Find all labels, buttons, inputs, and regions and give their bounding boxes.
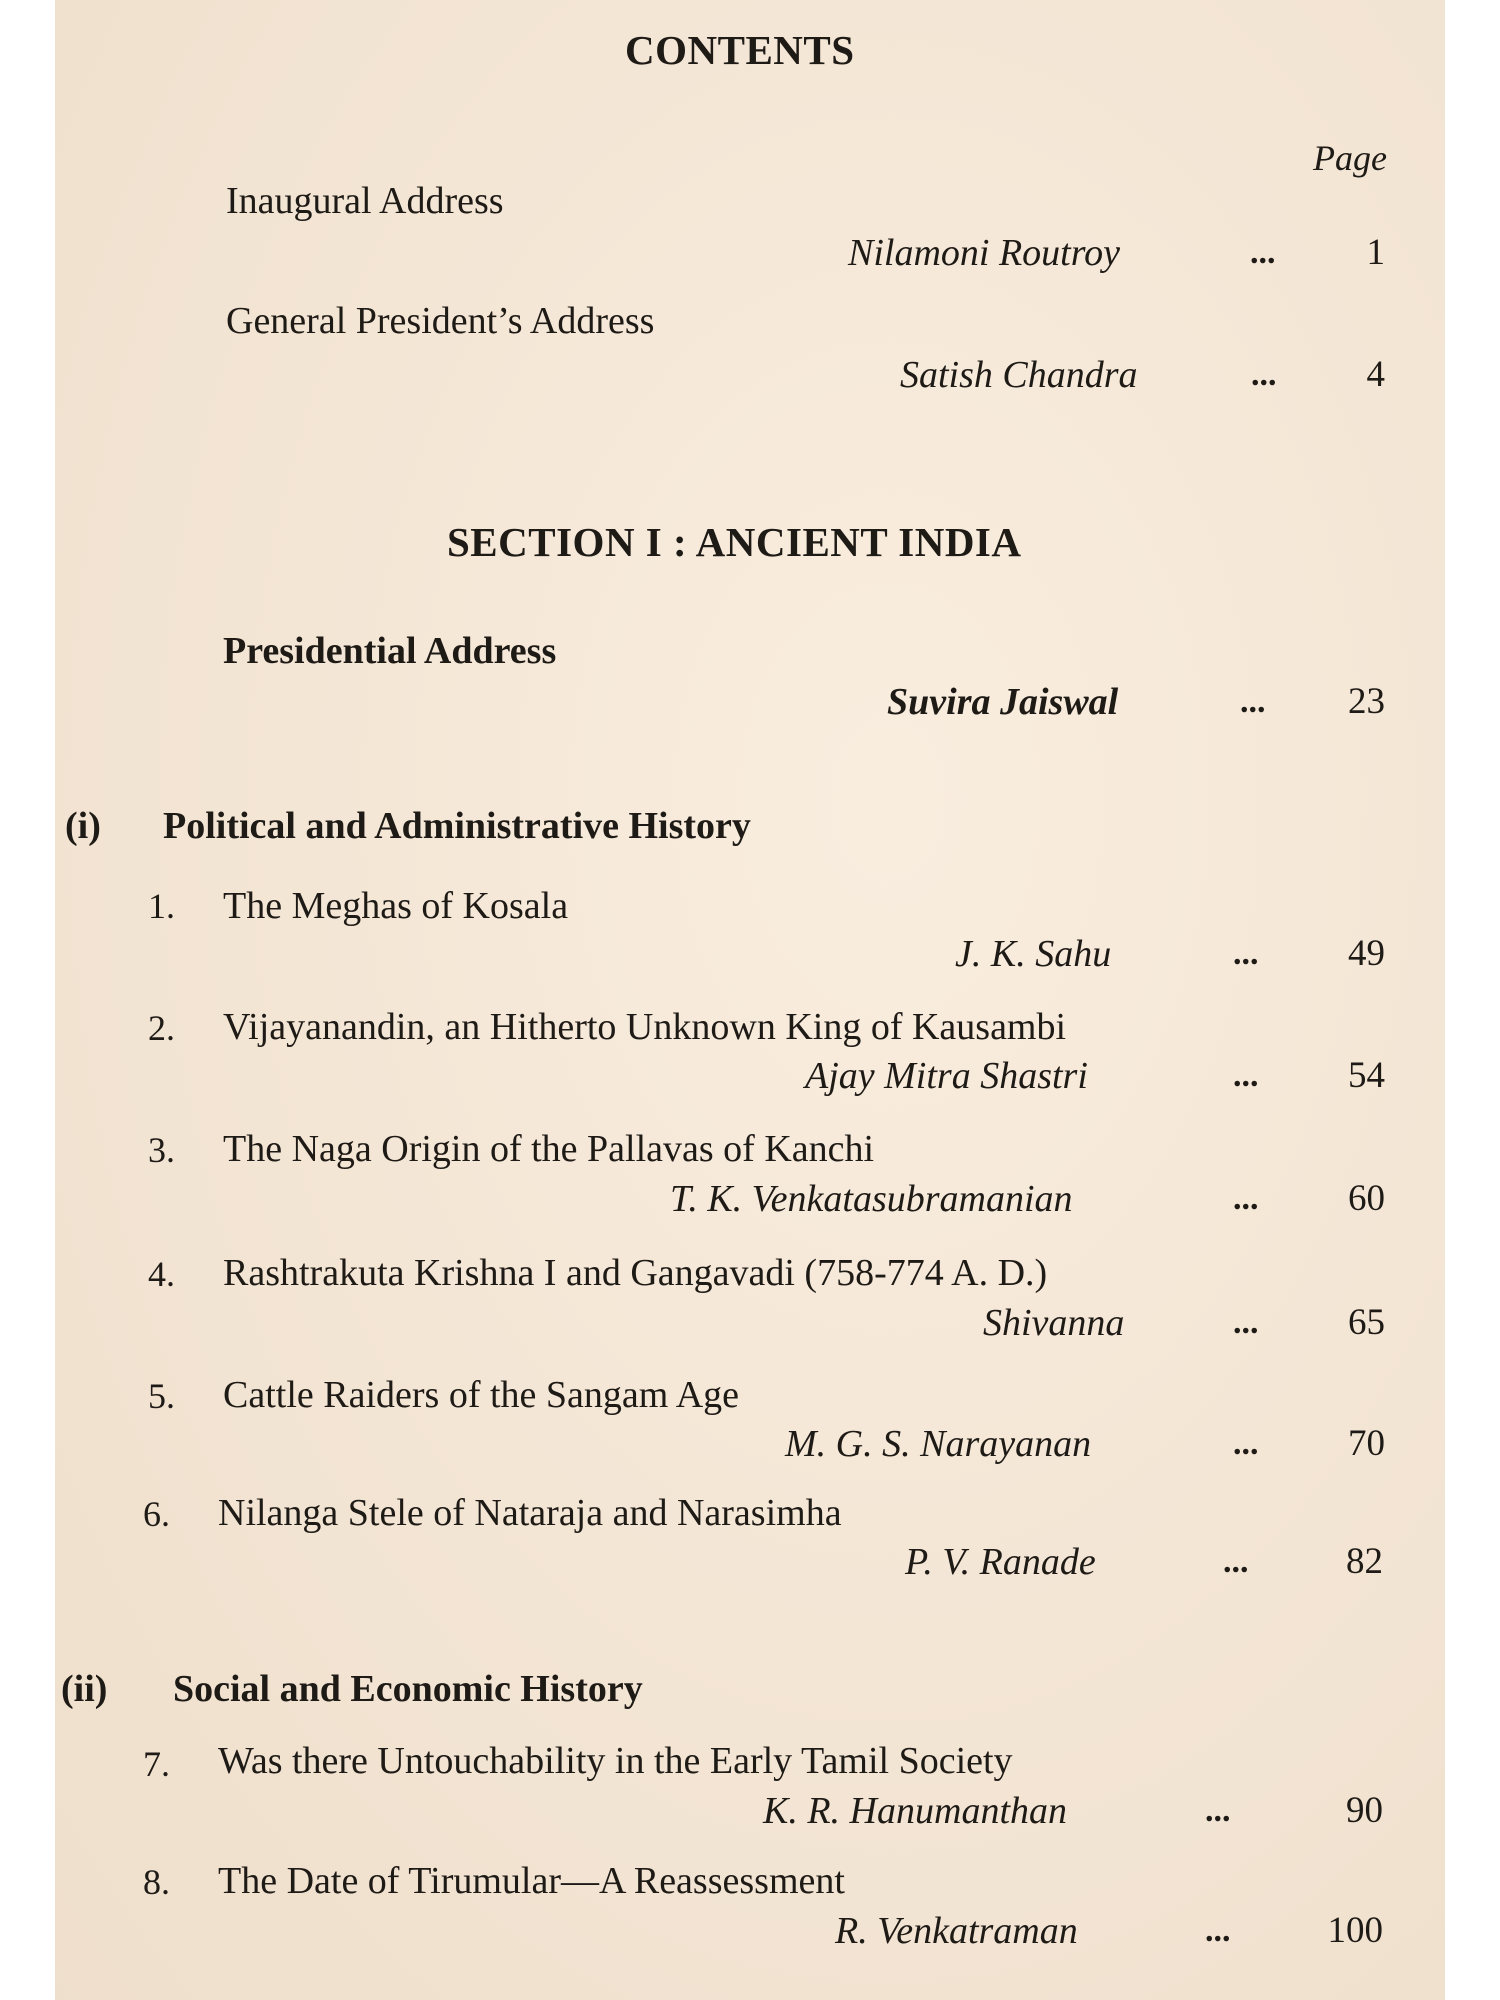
entry-title: The Meghas of Kosala (223, 885, 569, 927)
page-number: 23 (1348, 681, 1385, 722)
entry-number: 4. (148, 1254, 175, 1294)
subsection-title: Social and Economic History (173, 1668, 643, 1710)
leader-dots: ... (1251, 356, 1277, 393)
entry-author: R. Venkatraman (835, 1910, 1078, 1952)
entry-number: 3. (148, 1130, 175, 1170)
entry-title: Rashtrakuta Krishna I and Gangavadi (758-774 A. D.) (223, 1252, 1048, 1294)
book-page (55, 0, 1445, 2000)
entry-number: 7. (143, 1744, 170, 1784)
entry-author: Ajay Mitra Shastri (805, 1055, 1088, 1097)
general-president-address-title: General President’s Address (226, 300, 655, 342)
page-number: 54 (1348, 1055, 1385, 1096)
leader-dots: ... (1233, 1180, 1259, 1217)
presidential-address-author: Suvira Jaiswal (887, 681, 1119, 723)
entry-author: J. K. Sahu (955, 933, 1112, 975)
page-number: 70 (1348, 1423, 1385, 1464)
leader-dots: ... (1205, 1912, 1231, 1949)
entry-author: Shivanna (983, 1302, 1125, 1344)
page-number: 82 (1346, 1541, 1383, 1582)
section-heading: SECTION I : ANCIENT INDIA (447, 519, 1022, 565)
entry-author: T. K. Venkatasubramanian (670, 1178, 1073, 1220)
entry-number: 8. (143, 1862, 170, 1902)
entry-number: 6. (143, 1494, 170, 1534)
general-president-address-author: Satish Chandra (900, 354, 1138, 396)
subsection-title: Political and Administrative History (163, 805, 751, 847)
entry-title: The Date of Tirumular—A Reassessment (218, 1860, 845, 1902)
leader-dots: ... (1250, 234, 1276, 271)
page-column-label: Page (1313, 138, 1387, 178)
page-number: 65 (1348, 1302, 1385, 1343)
leader-dots: ... (1223, 1543, 1249, 1580)
leader-dots: ... (1233, 935, 1259, 972)
entry-title: Cattle Raiders of the Sangam Age (223, 1374, 740, 1416)
entry-number: 5. (148, 1376, 175, 1416)
entry-author: P. V. Ranade (905, 1541, 1096, 1583)
inaugural-address-title: Inaugural Address (226, 180, 504, 222)
entry-author: K. R. Hanumanthan (763, 1790, 1067, 1832)
page-number: 4 (1366, 354, 1385, 395)
leader-dots: ... (1205, 1792, 1231, 1829)
contents-heading: CONTENTS (625, 27, 855, 73)
page-number: 90 (1346, 1790, 1383, 1831)
entry-title: Was there Untouchability in the Early Tamil Society (218, 1740, 1013, 1782)
entry-title: Nilanga Stele of Nataraja and Narasimha (218, 1492, 842, 1534)
page-number: 100 (1327, 1910, 1383, 1951)
page-number: 49 (1348, 933, 1385, 974)
entry-title: Vijayanandin, an Hitherto Unknown King of Kausambi (223, 1006, 1067, 1048)
entry-number: 1. (148, 886, 175, 926)
leader-dots: ... (1233, 1304, 1259, 1341)
presidential-address-title: Presidential Address (223, 630, 557, 672)
inaugural-address-author: Nilamoni Routroy (848, 232, 1120, 274)
leader-dots: ... (1240, 683, 1266, 720)
page-number: 1 (1366, 232, 1385, 273)
entry-title: The Naga Origin of the Pallavas of Kanchi (223, 1128, 875, 1170)
leader-dots: ... (1233, 1057, 1259, 1094)
leader-dots: ... (1233, 1425, 1259, 1462)
subsection-label: (ii) (61, 1668, 108, 1710)
subsection-label: (i) (65, 805, 101, 847)
entry-number: 2. (148, 1008, 175, 1048)
entry-author: M. G. S. Narayanan (785, 1423, 1092, 1465)
page-number: 60 (1348, 1178, 1385, 1219)
